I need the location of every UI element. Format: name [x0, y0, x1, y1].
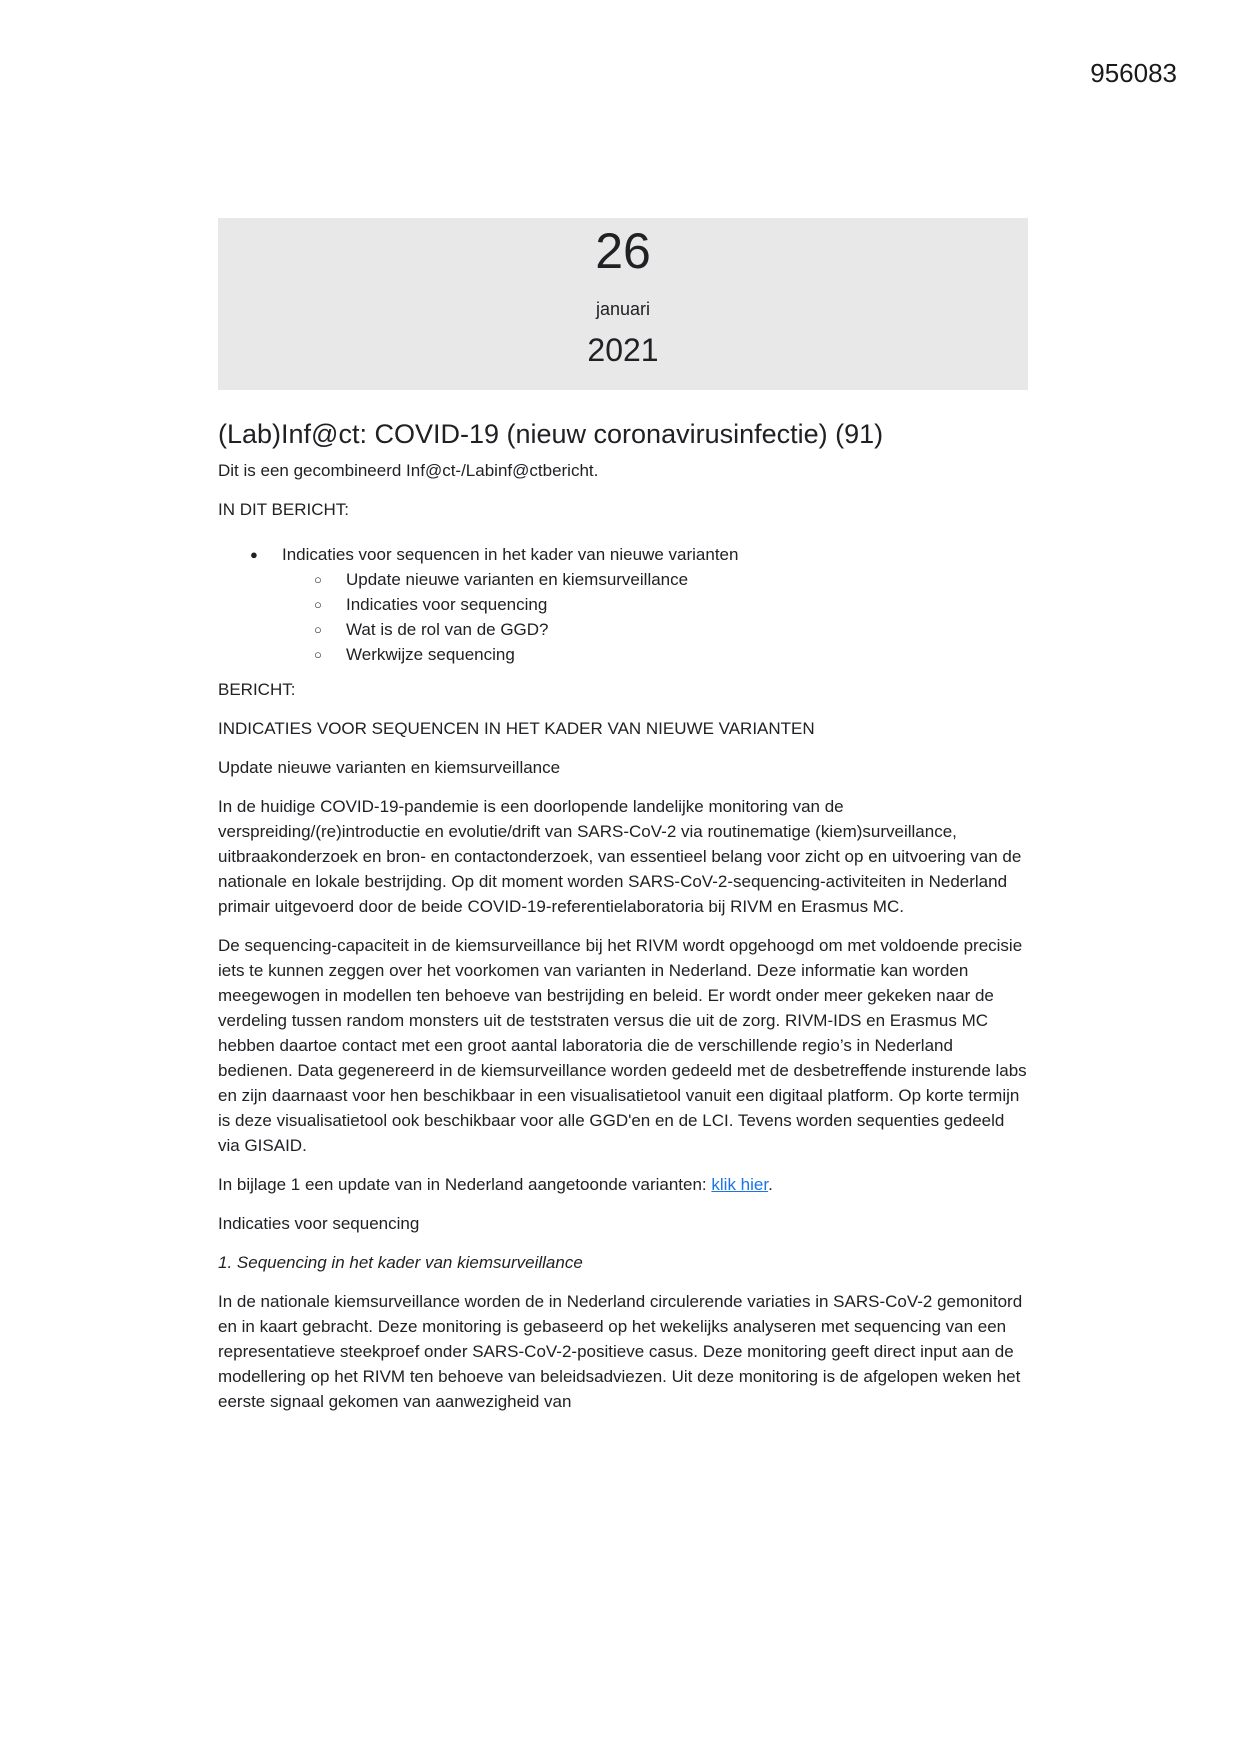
document-number: 956083	[1090, 58, 1177, 88]
date-year: 2021	[587, 332, 659, 368]
toc-item-sub: ○ Indicaties voor sequencing	[218, 592, 1028, 617]
paragraph-4: In de nationale kiemsurveillance worden de in Nederland circulerende variaties in SARS-CoV-2 gemonitord en in kaart gebracht. Deze monitoring is gebaseerd op het wekelijks analyseren met sequencing van een representatieve steekproef onder SARS-CoV-2-positieve casus. Deze monitoring geeft direct input aan de modellering op het RIVM ten behoeve van beleidsadviezen. Uit deze monitoring is de afgelopen weken het eerste signaal gekomen van aanwezigheid van	[218, 1292, 1023, 1412]
toc-item-main: ● Indicaties voor sequencen in het kader van nieuwe varianten	[218, 542, 1028, 567]
toc-item-sub: ○ Werkwijze sequencing	[218, 642, 1028, 667]
toc-item-sub: ○ Wat is de rol van de GGD?	[218, 617, 1028, 642]
klik-hier-link[interactable]: klik hier	[711, 1175, 769, 1195]
toc-heading: IN DIT BERICHT:	[218, 500, 349, 520]
subheading-kiemsurveillance: 1. Sequencing in het kader van kiemsurveillance	[218, 1253, 583, 1273]
paragraph-3-end: .	[768, 1175, 773, 1195]
toc-item-sub: ○ Update nieuwe varianten en kiemsurveillance	[218, 567, 1028, 592]
section-heading: INDICATIES VOOR SEQUENCEN IN HET KADER VAN NIEUWE VARIANTEN	[218, 719, 815, 739]
paragraph-1: In de huidige COVID-19-pandemie is een doorlopende landelijke monitoring van de verspreiding/(re)introductie en evolutie/drift van SARS-CoV-2 via routinematige (kiem)surveillance, uitbraakonderzoek en bron- en contactonderzoek, van essentieel belang voor zicht op en uitvoering van de nationale en lokale bestrijding. Op dit moment worden SARS-CoV-2-sequencing-activiteiten in Nederland primair uitgevoerd door de beide COVID-19-referentielaboratoria bij RIVM en Erasmus MC.	[218, 797, 1022, 917]
message-heading: BERICHT:	[218, 680, 296, 700]
date-month: januari	[595, 299, 651, 319]
paragraph-2: De sequencing-capaciteit in de kiemsurveillance bij het RIVM wordt opgehoogd om met voldoende precisie iets te kunnen zeggen over het voorkomen van varianten in Nederland. Deze informatie kan worden meegewogen in modellen ten behoeve van bestrijding en beleid. Er wordt onder meer gekeken naar de verdeling tussen random monsters uit de teststraten versus die uit de zorg. RIVM-IDS en Erasmus MC hebben daartoe contact met een groot aantal laboratoria die de verschillende regio’s in Nederland bedienen. Data gegenereerd in de kiemsurveillance worden gedeeld met de desbetreffende insturende labs en zijn daarnaast voor hen beschikbaar in een visualisatietool vanuit een digitaal platform. Op korte termijn is deze visualisatietool ook beschikbaar voor alle GGD'en en de LCI. Tevens worden sequenties gedeeld via GISAID.	[218, 936, 1027, 1156]
date-box	[218, 218, 1028, 390]
table-of-contents	[218, 542, 1028, 667]
intro-text: Dit is een gecombineerd Inf@ct-/Labinf@ctbericht.	[218, 461, 599, 481]
date-day: 26	[595, 223, 651, 279]
subheading-indicaties: Indicaties voor sequencing	[218, 1214, 420, 1234]
paragraph-3	[218, 1172, 1028, 1197]
document-title: (Lab)Inf@ct: COVID-19 (nieuw coronavirusinfectie) (91)	[218, 419, 884, 449]
subheading-update: Update nieuwe varianten en kiemsurveillance	[218, 758, 561, 778]
paragraph-3-text: In bijlage 1 een update van in Nederland aangetoonde varianten:	[218, 1175, 712, 1195]
document-content	[218, 218, 1028, 1414]
